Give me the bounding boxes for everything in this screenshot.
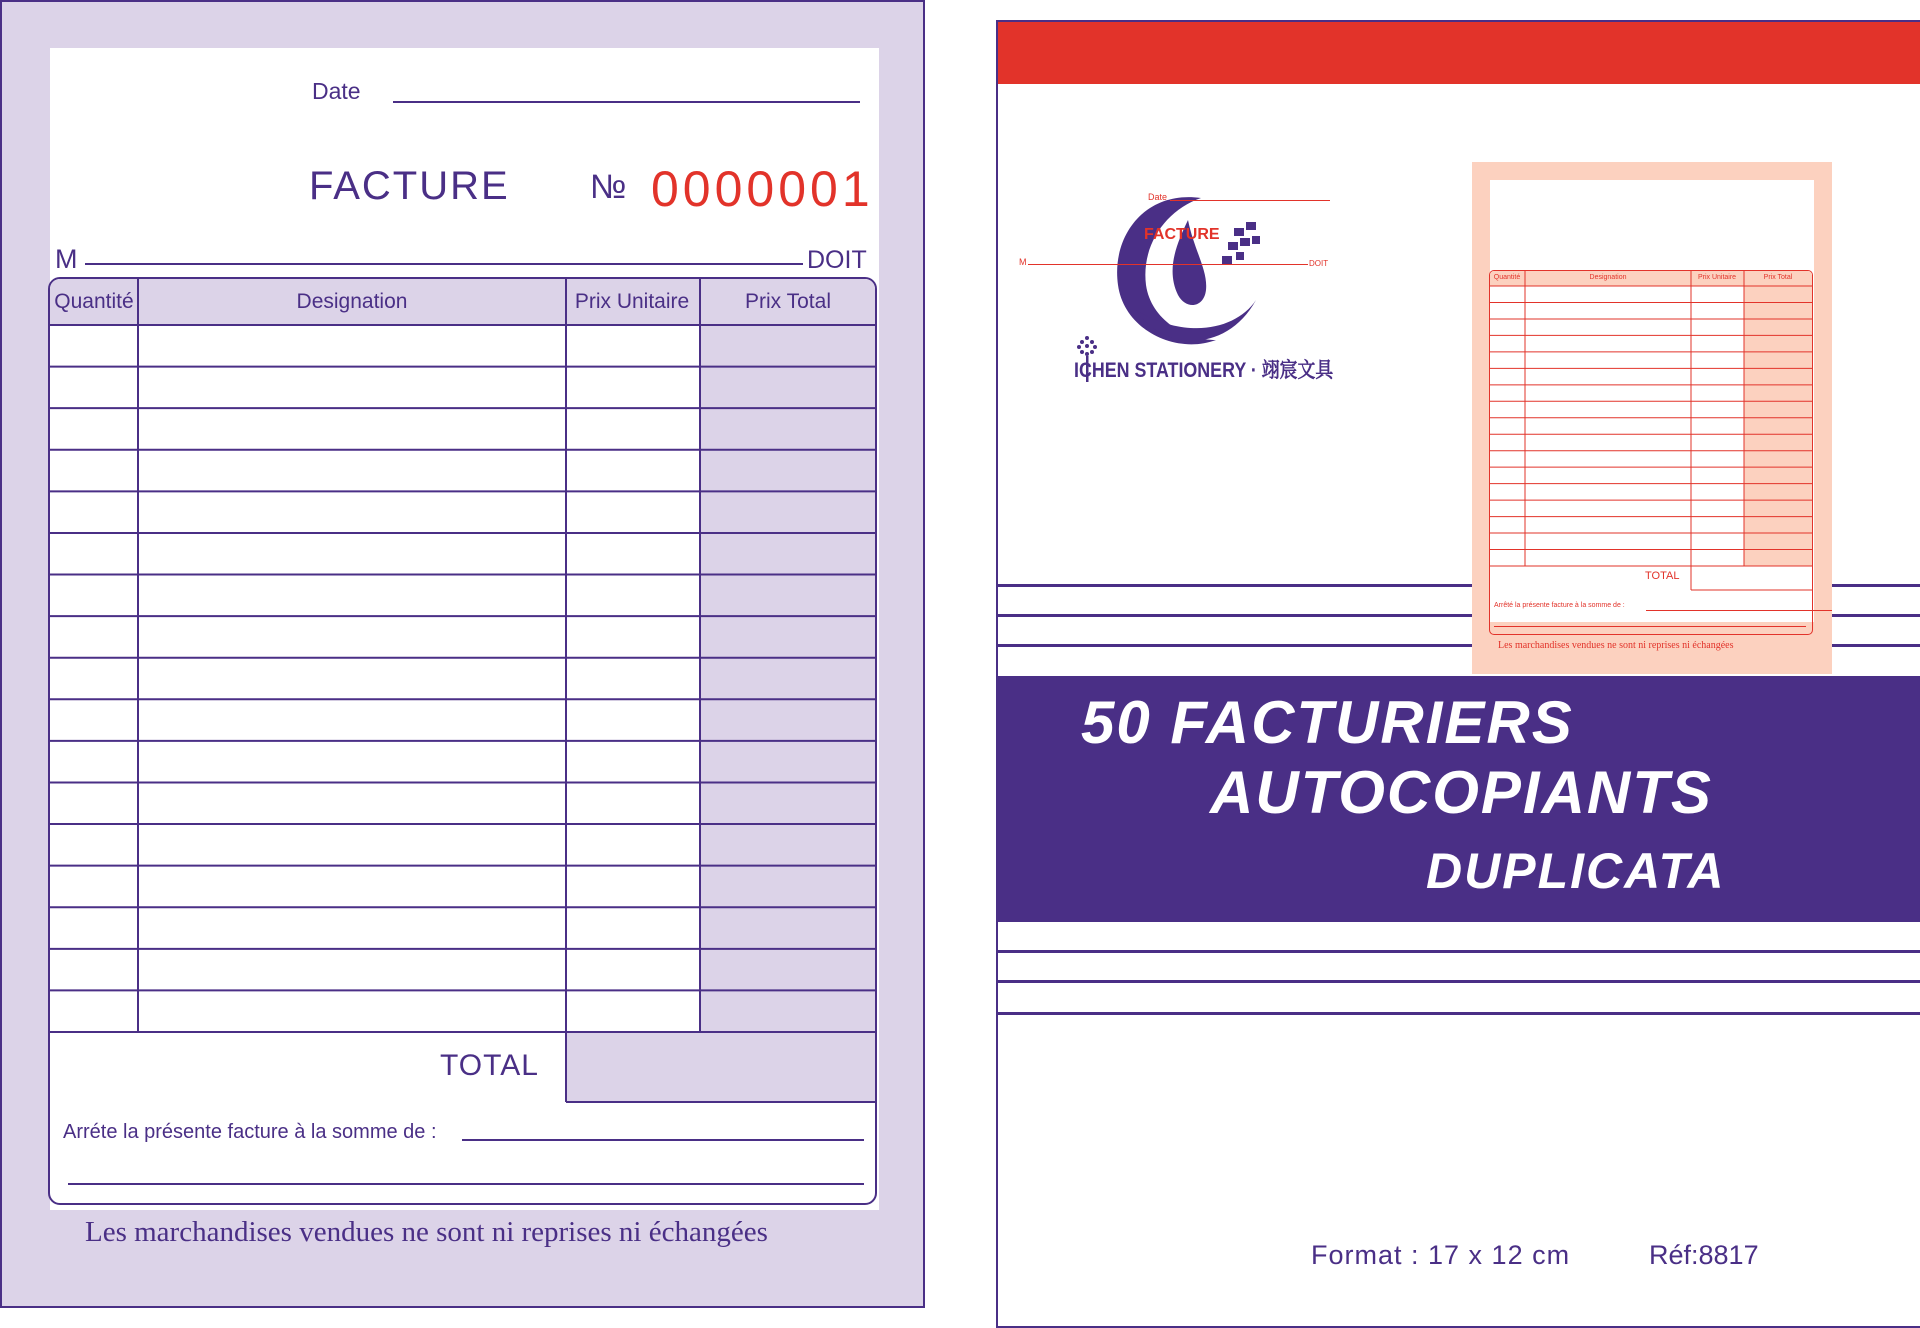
brand-logo-icon (1106, 190, 1266, 360)
cover-headline-line-1: 50 FACTURIERS (1081, 689, 1574, 756)
brand-name: ICHEN STATIONERY · 翊宸文具 (1074, 359, 1334, 382)
cover-stripe (998, 980, 1920, 983)
preview-prix-total-bg (1744, 286, 1813, 566)
preview-recipient-label: M (1019, 257, 1027, 267)
cover-stripe (998, 950, 1920, 953)
preview-title: FACTURE (1144, 226, 1220, 243)
preview-sum-line-2 (1494, 626, 1806, 627)
reference-label: Réf:8817 (1649, 1240, 1759, 1270)
doit-label: DOIT (807, 246, 867, 274)
invoice-title: FACTURE (309, 164, 510, 208)
preview-doit-label: DOIT (1309, 259, 1329, 268)
cover-stripe (998, 1012, 1920, 1015)
prix-total-column-bg (700, 325, 877, 1032)
recipient-label: M (55, 244, 78, 274)
preview-column-header-quantite: Quantité (1493, 274, 1521, 281)
sum-in-words-label: Arréte la présente facture à la somme de : (63, 1121, 437, 1143)
preview-sum-line-1 (1646, 610, 1832, 611)
preview-recipient-line (1028, 264, 1308, 265)
date-label: Date (312, 78, 361, 104)
column-header-prix-unitaire: Prix Unitaire (574, 290, 690, 313)
column-header-prix-total: Prix Total (745, 290, 831, 313)
cover-headline-line-3: DUPLICATA (1426, 843, 1726, 899)
preview-column-header-prix-unitaire: Prix Unitaire (1697, 274, 1737, 281)
total-box (566, 1032, 877, 1102)
date-line (393, 101, 860, 103)
cover-red-band (998, 22, 1920, 84)
preview-date-label: Date (1148, 192, 1168, 202)
invoice-number: 0000001 (651, 161, 874, 217)
column-header-quantite: Quantité (54, 290, 134, 313)
preview-total-label: TOTAL (1645, 570, 1680, 582)
cover-headline-line-2: AUTOCOPIANTS (1210, 759, 1713, 826)
total-label: TOTAL (440, 1049, 539, 1082)
cover-sheet (996, 20, 1920, 1328)
format-label: Format : 17 x 12 cm (1311, 1240, 1571, 1270)
column-header-designation: Designation (296, 290, 408, 313)
preview-sum-label: Arrêté la présente facture à la somme de : (1494, 602, 1625, 609)
sum-line-2 (68, 1183, 864, 1185)
footer-note: Les marchandises vendues ne sont ni reprises ni échangées (85, 1216, 768, 1248)
preview-footer-note: Les marchandises vendues ne sont ni reprises ni échangées (1498, 640, 1734, 651)
preview-column-header-designation: Designation (1589, 274, 1627, 281)
preview-date-line (1170, 200, 1330, 201)
number-label: № (590, 168, 627, 206)
preview-column-header-prix-total: Prix Total (1763, 274, 1793, 281)
recipient-line (85, 263, 803, 265)
sum-line-1 (462, 1139, 864, 1141)
